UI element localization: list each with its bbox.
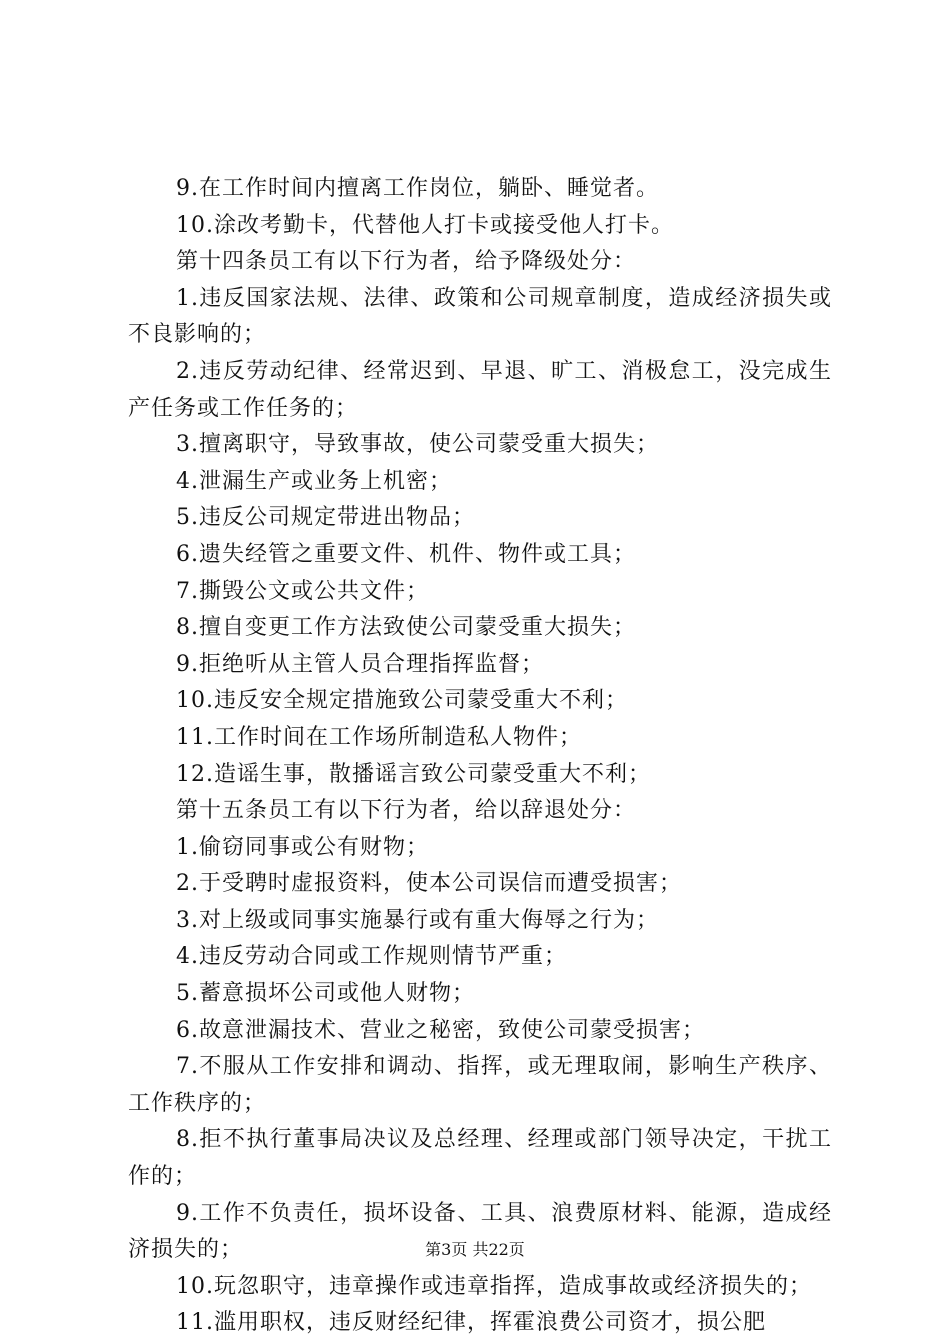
paragraph: 11.滥用职权，违反财经纪律，挥霍浪费公司资才，损公肥 — [176, 1310, 766, 1336]
paragraph: 7.不服从工作安排和调动、指挥，或无理取闹，影响生产秩序、工作秩序的； — [128, 1054, 832, 1116]
paragraph: 9.拒绝听从主管人员合理指挥监督； — [176, 651, 544, 677]
paragraph: 3.擅离职守，导致事故，使公司蒙受重大损失； — [176, 432, 659, 458]
paragraph: 5.蓄意损坏公司或他人财物； — [176, 981, 475, 1007]
paragraph: 9.工作不负责任，损坏设备、工具、浪费原材料、能源，造成经济损失的； — [128, 1200, 832, 1263]
paragraph: 4.违反劳动合同或工作规则情节严重； — [176, 944, 567, 970]
paragraph: 12.造谣生事，散播谣言致公司蒙受重大不利； — [176, 761, 651, 787]
paragraph: 7.撕毁公文或公共文件； — [176, 578, 429, 604]
document-body — [128, 171, 832, 1342]
paragraph: 6.遗失经管之重要文件、机件、物件或工具； — [176, 541, 636, 567]
paragraph: 1.违反国家法规、法律、政策和公司规章制度，造成经济损失或不良影响的； — [128, 285, 832, 348]
paragraph: 5.违反公司规定带进出物品； — [176, 505, 475, 531]
paragraph: 1.偷窃同事或公有财物； — [176, 834, 429, 860]
paragraph: 8.拒不执行董事局决议及总经理、经理或部门领导决定，干扰工作的； — [128, 1127, 832, 1190]
paragraph: 10.玩忽职守，违章操作或违章指挥，造成事故或经济损失的； — [176, 1273, 812, 1299]
page-footer: 第3页 共22页 — [425, 1240, 525, 1259]
paragraph: 2.违反劳动纪律、经常迟到、早退、旷工、消极怠工，没完成生产任务或工作任务的； — [128, 358, 832, 421]
paragraph: 3.对上级或同事实施暴行或有重大侮辱之行为； — [176, 907, 659, 933]
paragraph: 6.故意泄漏技术、营业之秘密，致使公司蒙受损害； — [176, 1017, 705, 1043]
paragraph: 10.违反安全规定措施致公司蒙受重大不利； — [176, 688, 628, 714]
paragraph: 9.在工作时间内擅离工作岗位，躺卧、睡觉者。 — [176, 176, 659, 201]
paragraph: 2.于受聘时虚报资料，使本公司误信而遭受损害； — [176, 871, 682, 897]
article-heading: 第十四条员工有以下行为者，给予降级处分： — [176, 249, 637, 275]
paragraph: 10.涂改考勤卡，代替他人打卡或接受他人打卡。 — [176, 212, 674, 238]
paragraph: 11.工作时间在工作场所制造私人物件； — [176, 724, 582, 750]
article-heading: 第十五条员工有以下行为者，给以辞退处分： — [176, 798, 637, 824]
paragraph: 8.擅自变更工作方法致使公司蒙受重大损失； — [176, 615, 636, 641]
paragraph: 4.泄漏生产或业务上机密； — [176, 468, 452, 494]
